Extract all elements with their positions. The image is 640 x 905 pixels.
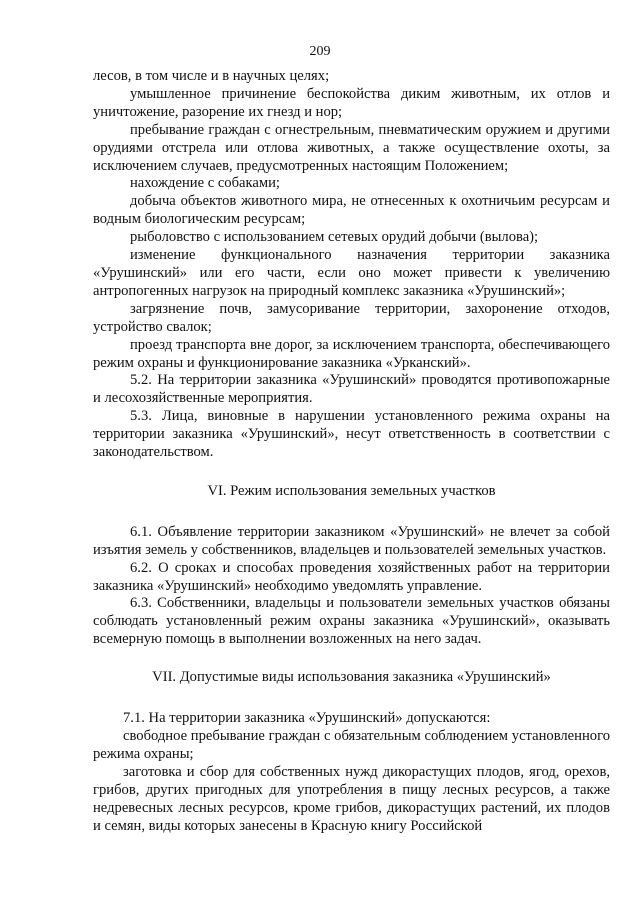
paragraph: свободное пребывание граждан с обязательным соблюдением установленного режима охраны; [93, 728, 610, 762]
document-body [93, 68, 610, 835]
paragraph: проезд транспорта вне дорог, за исключением транспорта, обеспечивающего режим охраны и функционирование заказника «Урканский». [93, 336, 610, 371]
paragraph: пребывание граждан с огнестрельным, пневматическим оружием и другими орудиями отстрела или отлова животных, а также осуществление охоты, за исключением случаев, предусмотренных настоящим Положением; [93, 121, 610, 174]
paragraph: лесов, в том числе и в научных целях; [93, 68, 330, 84]
paragraph: 6.1. Объявление территории заказником «Урушинский» не влечет за собой изъятия земель у собственников, владельцев и пользователей земельных участков. [93, 523, 610, 558]
paragraph: 5.2. На территории заказника «Урушинский» проводятся противопожарные и лесохозяйственные мероприятия. [93, 372, 610, 407]
paragraph: добыча объектов животного мира, не отнесенных к охотничьим ресурсам и водным биологическим ресурсам; [93, 193, 610, 228]
paragraph: нахождение с собаками; [130, 175, 280, 192]
section-heading: VI. Режим использования земельных участков [207, 482, 496, 499]
paragraph: умышленное причинение беспокойства диким животным, их отлов и уничтожение, разорение их гнезд и нор; [93, 85, 610, 120]
paragraph: 6.3. Собственники, владельцы и пользователи земельных участков обязаны соблюдать установленный режим охраны заказника «Урушинский», оказывать всемерную помощь в выполнении возложенных на него задач. [93, 595, 610, 648]
paragraph: заготовка и сбор для собственных нужд дикорастущих плодов, ягод, орехов, грибов, других пригодных для употребления в пищу лесных ресурсов, а также недревесных лесных ресурсов, кроме грибов, дикорастущих растений, их плодов и семян, виды которых занесены в Красную книгу Российской [93, 763, 610, 834]
page-number: 209 [309, 44, 331, 59]
paragraph: загрязнение почв, замусоривание территории, захоронение отходов, устройство свалок; [93, 300, 610, 335]
section-heading: VII. Допустимые виды использования заказника «Урушинский» [152, 669, 551, 686]
paragraph: 5.3. Лица, виновные в нарушении установленного режима охраны на территории заказника «Урушинский», несут ответственность в соответствии с законодательством. [93, 408, 610, 461]
paragraph: изменение функционального назначения территории заказника «Урушинский» или его части, если оно может привести к увеличению антропогенных нагрузок на природный комплекс заказника «Урушинский»; [93, 247, 610, 299]
paragraph: рыболовство с использованием сетевых орудий добычи (вылова); [130, 229, 539, 246]
paragraph: 6.2. О сроках и способах проведения хозяйственных работ на территории заказника «Урушинский» необходимо уведомлять управление. [93, 559, 610, 594]
paragraph: 7.1. На территории заказника «Урушинский» допускаются: [123, 710, 491, 727]
